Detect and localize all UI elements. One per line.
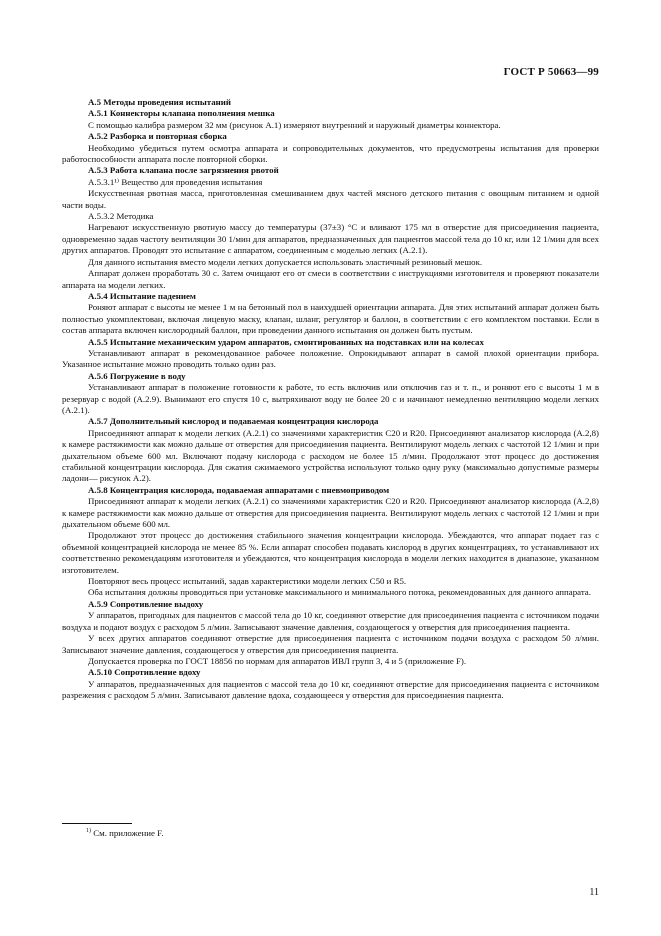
paragraph: С помощью калибра размером 32 мм (рисунок А.1) измеряют внутренний и наружный диаметры коннектора. (88, 119, 501, 130)
paragraph: Искусственная рвотная масса, приготовленная смешиванием двух частей мясного детского питания с овощным питанием и одной части воды. (62, 188, 599, 210)
paragraph: Нагревают искусственную рвотную массу до температуры (37±3) °С и вливают 175 мл в отверстие для присоединения пациента, одновременно задав частоту вентиляции 30 1/мин для аппаратов, предназначенных для пациентов массой тела до 10 кг, или 12 1/мин для всех других аппаратов. Проводят это испытание с аппаратом, соединенным с моделью легких (А.2.1). (62, 222, 599, 256)
paragraph: А.5.3.1¹⁾ Вещество для проведения испытания (88, 176, 263, 187)
paragraph: Устанавливают аппарат в рекомендованное рабочее положение. Опрокидывают аппарат в самой плохой ориентации прибора. Указанное испытание можно проводить только один раз. (62, 347, 599, 370)
paragraph: Аппарат должен проработать 30 с. Затем очищают его от смеси в соответствии с инструкциями изготовителя и проверяют показатели аппарата на модели легких. (62, 268, 599, 290)
paragraph: Повторяют весь процесс испытаний, задав характеристики модели легких C50 и R5. (88, 576, 407, 587)
paragraph: Необходимо убедиться путем осмотра аппарата и сопроводительных документов, что предусмотрены испытания для проверки работоспособности аппарата после повторной сборки. (62, 142, 599, 165)
paragraph: Присоединяют аппарат к модели легких (А.2.1) со значениями характеристик C20 и R20. Присоединяют анализатор кислорода (А.2,8) к камере растяжимости как можно дальше от отверстия для присоединения пациента. Вентилируют модель легких с частотой 12 1/мин и при дыхательном объеме 600 мл. Включают подачу кислорода с расходом не более 15 л/мин. Продолжают этот процесс до достижения стабильной концентрации кислорода. Для сжатия сжимаемого устройства используют только одну руку (максимально допустимые размеры ладони— рисунок А.2). (62, 427, 599, 484)
paragraph: У всех других аппаратов соединяют отверстие для присоединения пациента с источником подачи воздуха с расходом 50 л/мин. Записывают значение давления, создающегося у отверстия для присоединения пациента. (62, 633, 599, 655)
section-heading: А.5.3 Работа клапана после загрязнения рвотой (88, 165, 279, 176)
page-number: 11 (589, 887, 599, 898)
footnote-text: См. приложение F. (93, 828, 164, 838)
section-heading: А.5.5 Испытание механическим ударом аппаратов, смонтированных на подставках или на колесах (88, 336, 484, 347)
section-heading: А.5.6 Погружение в воду (88, 370, 186, 381)
section-heading: А.5.4 Испытание падением (88, 290, 196, 301)
section-heading: А.5.7 Дополнительный кислород и подаваемая концентрация кислорода (88, 416, 379, 427)
paragraph: Допускается проверка по ГОСТ 18856 по нормам для аппаратов ИВЛ групп 3, 4 и 5 (приложение F). (88, 655, 467, 666)
paragraph: Для данного испытания вместо модели легких допускается использовать эластичный резиновый мешок. (88, 256, 483, 267)
paragraph: Присоединяют аппарат к модели легких (А.2.1) со значениями характеристик C20 и R20. Присоединяют анализатор кислорода (А.2,8) к камере растяжимости как можно дальше от отверстия для присоединения пациента. Вентилируют модель легких с частотой 12 1/мин и при дыхательном объеме 600 мл. (62, 496, 599, 530)
document-body (62, 97, 599, 702)
footnote-divider (62, 823, 132, 824)
paragraph: Устанавливают аппарат в положение готовности к работе, то есть включив или отключив газ и т. п., и роняют его с высоты 1 м в резервуар с водой (А.2.9). Вынимают его спустя 10 с, вытряхивают воду не более 20 с и начинают немедленно вентиляцию модели легких (А.2.1). (62, 382, 599, 415)
section-heading: А.5.2 Разборка и повторная сборка (88, 131, 227, 142)
paragraph: У аппаратов, предназначенных для пациентов с массой тела до 10 кг, соединяют отверстие для присоединения пациента с источником разрежения с расходом 5 л/мин. Записывают давление вдоха, создающееся у отверстия для присоединения пациента. (62, 678, 599, 701)
paragraph: Оба испытания должны проводиться при установке максимального и минимального потока, рекомендованных для данного аппарата. (88, 587, 591, 598)
paragraph: У аппаратов, пригодных для пациентов с массой тела до 10 кг, соединяют отверстие для присоединения пациента с источником подачи воздуха и подают воздух с расходом 5 л/мин. Записывают значение давления, создающегося у отверстия для присоединения пациента. (62, 610, 599, 632)
footnote-mark: 1) (86, 828, 91, 835)
section-heading: А.5.10 Сопротивление вдоху (88, 667, 201, 678)
section-heading: А.5.1 Коннекторы клапана пополнения мешка (88, 108, 275, 119)
paragraph: Продолжают этот процесс до достижения стабильного значения концентрации кислорода. Убеждаются, что аппарат подает газ с объемной концентрацией кислорода не менее 85 %. Если аппарат способен подавать кислород в других концентрациях, то устанавливают их соответственно рекомендациям изготовителя и убеждаются, что концентрация кислорода в модели легких находится в диапазоне, указанном изготовителем. (62, 530, 599, 575)
paragraph: Роняют аппарат с высоты не менее 1 м на бетонный пол в наихудшей ориентации аппарата. Для этих испытаний аппарат должен быть полностью укомплектован, включая лицевую маску, клапан, шланг, регулятор и баллон, в соответствии с его комплектом поставки. Если в состав аппарата включен кислородный баллон, при проведении данного испытания он должен быть пустым. (62, 302, 599, 336)
section-heading: А.5.9 Сопротивление выдоху (88, 598, 204, 609)
section-heading: А.5.8 Концентрация кислорода, подаваемая аппаратами с пневмоприводом (88, 484, 390, 495)
paragraph: А.5.3.2 Методика (88, 211, 154, 222)
section-heading: А.5 Методы проведения испытаний (88, 97, 231, 107)
footnote (86, 828, 164, 838)
document-standard-header: ГОСТ Р 50663—99 (503, 66, 599, 78)
